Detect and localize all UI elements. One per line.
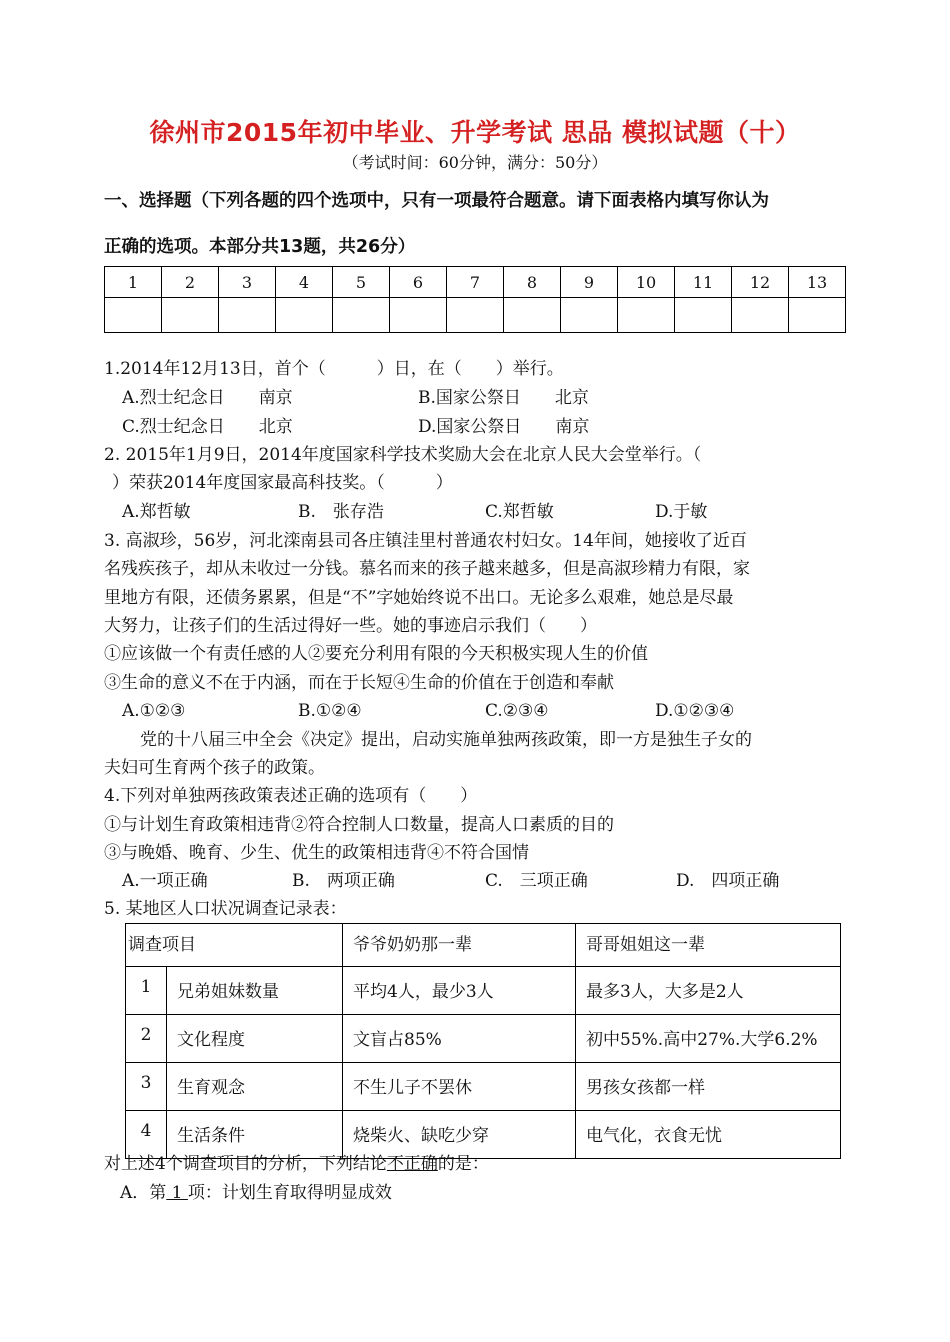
answer-grid-number: 10: [618, 267, 675, 298]
answer-cell[interactable]: [561, 298, 618, 333]
q4-option-c: C. 三项正确: [485, 871, 588, 891]
survey-cell-item: 文化程度: [167, 1015, 343, 1063]
q5-question-post: 的是：: [437, 1154, 489, 1174]
answer-cell[interactable]: [162, 298, 219, 333]
answer-grid-number: 12: [732, 267, 789, 298]
q3-line: 里地方有限，还债务累累，但是“不”字她始终说不出口。无论多么艰难，她总是尽最: [104, 588, 734, 608]
survey-header-grandparents: 爷爷奶奶那一辈: [343, 924, 576, 967]
answer-cell[interactable]: [504, 298, 561, 333]
q1-option-a: A.烈士纪念日 南京: [122, 388, 293, 408]
survey-cell-item: 生育观念: [167, 1063, 343, 1111]
q3-option-d: D.①②③④: [655, 701, 735, 721]
survey-header-item: 调查项目: [126, 924, 343, 967]
survey-cell-new: 最多3人，大多是2人: [576, 967, 841, 1015]
q3-option-a: A.①②③: [122, 701, 186, 721]
answer-cell[interactable]: [276, 298, 333, 333]
answer-cell[interactable]: [732, 298, 789, 333]
survey-cell-old: 烧柴火、缺吃少穿: [343, 1111, 576, 1159]
q1-stem: 1.2014年12月13日，首个（ ）日，在（ ）举行。: [104, 359, 564, 379]
survey-cell-new: 初中55%.高中27%.大学6.2%: [576, 1015, 841, 1063]
q5-option-a: [120, 1182, 392, 1204]
survey-cell-item: 生活条件: [167, 1111, 343, 1159]
answer-grid-number: 4: [276, 267, 333, 298]
answer-grid: [104, 266, 846, 333]
q4-stem: 4.下列对单独两孩政策表述正确的选项有（ ）: [104, 786, 478, 806]
answer-cell[interactable]: [618, 298, 675, 333]
q4-option-d: D. 四项正确: [676, 871, 780, 891]
answer-cell[interactable]: [675, 298, 732, 333]
section-heading-line1: 一、选择题（下列各题的四个选项中，只有一项最符合题意。请下面表格内填写你认为: [104, 191, 769, 211]
answer-cell[interactable]: [789, 298, 846, 333]
answer-cell[interactable]: [219, 298, 276, 333]
q2-stem-line1: 2. 2015年1月9日，2014年度国家科学技术奖励大会在北京人民大会堂举行。（: [104, 445, 702, 465]
answer-cell[interactable]: [105, 298, 162, 333]
q1-option-b: B.国家公祭日 北京: [418, 388, 589, 408]
material-line1: 党的十八届三中全会《决定》提出，启动实施单独两孩政策，即一方是独生子女的: [140, 730, 752, 750]
survey-cell-old: 文盲占85%: [343, 1015, 576, 1063]
answer-cell[interactable]: [390, 298, 447, 333]
survey-header-siblings: 哥哥姐姐这一辈: [576, 924, 841, 967]
answer-grid-number: 13: [789, 267, 846, 298]
q4-statement: ③与晚婚、晚育、少生、优生的政策相违背④不符合国情: [104, 843, 529, 863]
survey-cell-index: 2: [126, 1015, 167, 1063]
q5-question-underlined: 不正确: [386, 1154, 438, 1174]
table-row: [126, 1063, 841, 1111]
q3-option-c: C.②③④: [485, 701, 549, 721]
table-row: [126, 1111, 841, 1159]
survey-cell-index: 4: [126, 1111, 167, 1159]
survey-cell-old: 不生儿子不罢休: [343, 1063, 576, 1111]
answer-grid-number: 11: [675, 267, 732, 298]
answer-grid-number: 3: [219, 267, 276, 298]
exam-title: 徐州市2015年初中毕业、升学考试 思品 模拟试题（十）: [149, 118, 801, 147]
q3-statement: ③生命的意义不在于内涵，而在于长短④生命的价值在于创造和奉献: [104, 673, 614, 693]
q3-line: 3. 高淑珍，56岁，河北滦南县司各庄镇洼里村普通农村妇女。14年间，她接收了近百: [104, 531, 747, 551]
q3-line: 大努力，让孩子们的生活过得好一些。她的事迹启示我们（ ）: [104, 616, 597, 636]
section-heading-line2: 正确的选项。本部分共13题，共26分）: [104, 237, 416, 257]
exam-subtitle: （考试时间：60分钟，满分：50分）: [342, 153, 608, 172]
material-line2: 夫妇可生育两个孩子的政策。: [104, 758, 325, 778]
q5-option-a-number: 1: [166, 1183, 188, 1203]
q2-option-b: B. 张存浩: [298, 502, 384, 522]
table-row: [126, 967, 841, 1015]
survey-cell-new: 男孩女孩都一样: [576, 1063, 841, 1111]
q5-stem: 5. 某地区人口状况调查记录表：: [104, 899, 347, 919]
survey-cell-item: 兄弟姐妹数量: [167, 967, 343, 1015]
survey-cell-old: 平均4人，最少3人: [343, 967, 576, 1015]
q5-question-pre: 对上述4个调查项目的分析，下列结论: [104, 1154, 387, 1174]
q5-option-a-pre: A．第: [120, 1183, 167, 1203]
survey-cell-index: 3: [126, 1063, 167, 1111]
survey-table: [125, 923, 841, 1159]
q3-option-b: B.①②④: [298, 701, 362, 721]
answer-grid-number: 5: [333, 267, 390, 298]
answer-grid-number: 9: [561, 267, 618, 298]
answer-cell[interactable]: [333, 298, 390, 333]
answer-grid-number: 2: [162, 267, 219, 298]
q4-statement: ①与计划生育政策相违背②符合控制人口数量，提高人口素质的目的: [104, 815, 614, 835]
answer-grid-number: 8: [504, 267, 561, 298]
q5-question: [104, 1153, 489, 1175]
q1-option-c: C.烈士纪念日 北京: [122, 417, 293, 437]
q2-option-d: D.于敏: [655, 502, 708, 522]
table-row: [126, 1015, 841, 1063]
q1-option-d: D.国家公祭日 南京: [418, 417, 590, 437]
q3-statement: ①应该做一个有责任感的人②要充分利用有限的今天积极实现人生的价值: [104, 644, 648, 664]
q3-line: 名残疾孩子，却从未收过一分钱。慕名而来的孩子越来越多，但是高淑珍精力有限，家: [104, 559, 750, 579]
q2-stem-line2: ）荣获2014年度国家最高科技奖。（ ）: [112, 473, 453, 493]
q5-option-a-post: 项：计划生育取得明显成效: [187, 1183, 392, 1203]
answer-grid-number: 6: [390, 267, 447, 298]
q4-option-b: B. 两项正确: [292, 871, 395, 891]
survey-cell-index: 1: [126, 967, 167, 1015]
q2-option-c: C.郑哲敏: [485, 502, 554, 522]
answer-grid-number: 1: [105, 267, 162, 298]
q4-option-a: A.一项正确: [122, 871, 208, 891]
survey-cell-new: 电气化，衣食无忧: [576, 1111, 841, 1159]
answer-grid-number: 7: [447, 267, 504, 298]
answer-cell[interactable]: [447, 298, 504, 333]
q2-option-a: A.郑哲敏: [122, 502, 191, 522]
